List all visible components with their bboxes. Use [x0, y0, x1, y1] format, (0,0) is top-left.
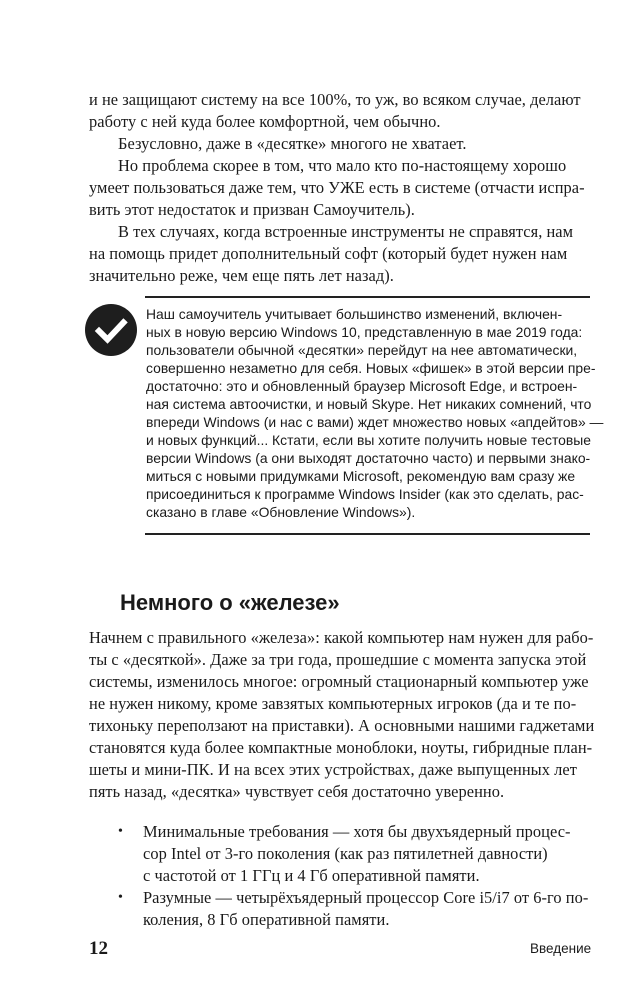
text-line: ты с «десяткой». Даже за три года, прошедшие с момента запуска этой	[89, 650, 587, 669]
text-line: на помощь придет дополнительный софт (который будет нужен нам	[89, 244, 568, 263]
text-line: шеты и мини-ПК. И на всех этих устройствах, даже выпущенных лет	[89, 760, 577, 779]
text-line: системы, изменилось многое: огромный стационарный компьютер уже	[89, 672, 589, 691]
note-top-rule	[145, 296, 590, 298]
text-line: значительно реже, чем еще пять лет назад).	[89, 266, 394, 285]
text-line: вить этот недостаток и призван Самоучитель).	[89, 200, 415, 219]
note-line: и новых функций... Кстати, если вы хотите получить новые тестовые	[146, 432, 591, 448]
text-line: работу с ней куда более комфортной, чем обычно.	[89, 112, 441, 131]
note-line: присоединиться к программе Windows Insider (как это сделать, рас-	[146, 486, 584, 502]
text-line: Безусловно, даже в «десятке» многого не хватает.	[118, 134, 467, 153]
bullet-marker: •	[118, 824, 123, 839]
text-line: становятся куда более компактные моноблоки, ноуты, гибридные план-	[89, 738, 593, 757]
page-number: 12	[89, 938, 108, 959]
text-line: Но проблема скорее в том, что мало кто по-настоящему хорошо	[118, 156, 567, 175]
list-item-line: сор Intel от 3-го поколения (как раз пятилетней давности)	[143, 844, 548, 863]
text-line: умеет пользоваться даже тем, что УЖЕ есть в системе (отчасти испра-	[89, 178, 585, 197]
note-line: версии Windows (а они выходят достаточно часто) и первыми знако-	[146, 450, 591, 466]
list-item-line: Разумные — четырёхъядерный процессор Core i5/i7 от 6-го по-	[143, 888, 589, 907]
section-heading: Немного о «железе»	[120, 590, 340, 615]
list-item-line: Минимальные требования — хотя бы двухъядерный процес-	[143, 822, 571, 841]
note-line: сказано в главе «Обновление Windows»).	[146, 504, 416, 520]
text-line: Начнем с правильного «железа»: какой компьютер нам нужен для рабо-	[89, 628, 594, 647]
note-line: впереди Windows (и нас с вами) ждет множество новых «апдейтов» —	[146, 414, 604, 430]
bullet-marker: •	[118, 890, 123, 905]
note-line: ная система автоочистки, и новый Skype. Нет никаких сомнений, что	[146, 396, 592, 412]
note-bottom-rule	[145, 533, 590, 535]
note-line: ных в новую версию Windows 10, представленную в мае 2019 года:	[146, 324, 583, 340]
list-item-line: с частотой от 1 ГГц и 4 Гб оперативной памяти.	[143, 866, 480, 885]
text-line: не нужен никому, кроме завзятых компьютерных игроков (да и те по-	[89, 694, 577, 713]
note-line: Наш самоучитель учитывает большинство изменений, включен-	[146, 306, 563, 322]
note-line: миться с новыми придумками Microsoft, рекомендую вам сразу же	[146, 468, 576, 484]
list-item-line: коления, 8 Гб оперативной памяти.	[143, 910, 390, 929]
note-line: пользователи обычной «десятки» перейдут на нее автоматически,	[146, 342, 578, 358]
text-line: пять назад, «десятка» чувствует себя достаточно уверенно.	[89, 782, 505, 801]
note-line: достаточно: это и обновленный браузер Microsoft Edge, и встроен-	[146, 378, 578, 394]
text-line: и не защищают систему на все 100%, то уж, во всяком случае, делают	[89, 90, 581, 109]
note-line: совершенно незаметно для себя. Новых «фишек» в этой версии пре-	[146, 360, 596, 376]
text-line: тихоньку переползают на приставки). А основными нашими гаджетами	[89, 716, 595, 735]
checkmark-circle-icon	[85, 304, 137, 356]
text-line: В тех случаях, когда встроенные инструменты не справятся, нам	[118, 222, 574, 241]
running-section-name: Введение	[530, 941, 592, 956]
